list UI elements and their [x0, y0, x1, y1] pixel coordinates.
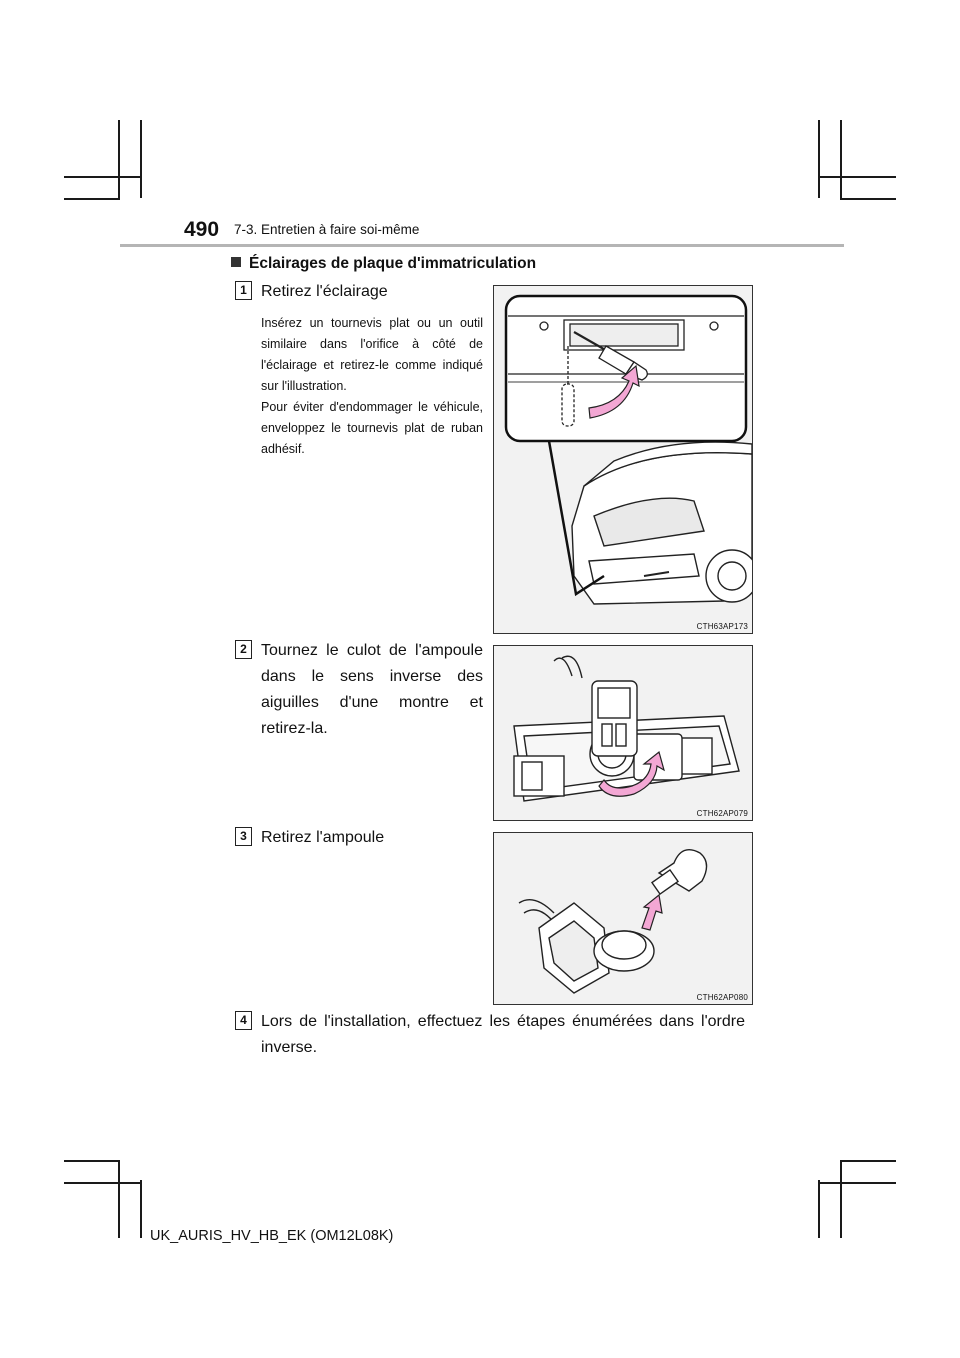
step-1-note: Insérez un tournevis plat ou un outil similaire dans l'orifice à côté de l'éclairage et retirez-le comme indiqué sur l'illustration. [261, 316, 483, 393]
step-3-text: Retirez l'ampoule [261, 829, 385, 846]
step-number-badge: 1 [235, 281, 252, 300]
crop-mark [818, 120, 820, 198]
step-1-note: Pour éviter d'endommager le véhicule, enveloppez le tournevis plat de ruban adhésif. [261, 400, 483, 456]
crop-mark [818, 1180, 820, 1238]
crop-mark [64, 176, 142, 178]
figure-code: CTH62AP080 [696, 993, 748, 1002]
step-number-badge: 2 [235, 640, 252, 659]
illustration-remove-light [494, 286, 752, 633]
step-1-text: Retirez l'éclairage [261, 283, 388, 300]
step-4-text: Lors de l'installation, effectuez les étapes énumérées dans l'ordre inverse. [261, 1013, 745, 1056]
crop-mark [64, 1182, 142, 1184]
illustration-rotate-socket [494, 646, 752, 820]
crop-mark [840, 1160, 896, 1162]
step-number-badge: 3 [235, 827, 252, 846]
figure-rotate-socket [493, 645, 753, 821]
step-number-badge: 4 [235, 1011, 252, 1030]
crop-mark [64, 198, 120, 200]
crop-mark [840, 1160, 842, 1238]
crop-mark [140, 120, 142, 198]
page-number: 490 [184, 218, 220, 241]
figure-code: CTH63AP173 [696, 622, 748, 631]
section-title-text: Éclairages de plaque d'immatriculation [249, 255, 537, 272]
section-title [231, 255, 536, 273]
figure-remove-light [493, 285, 753, 634]
crop-mark [118, 1160, 120, 1238]
bullet-square-icon [231, 257, 241, 267]
chapter-heading: 7-3. Entretien à faire soi-même [234, 222, 420, 237]
crop-mark [818, 1182, 896, 1184]
step-2-text: Tournez le culot de l'ampoule dans le sens inverse des aiguilles d'une montre et retirez-la. [261, 642, 483, 737]
crop-mark [140, 1180, 142, 1238]
crop-mark [818, 176, 896, 178]
header-rule [120, 244, 844, 247]
crop-mark [840, 198, 896, 200]
figure-code: CTH62AP079 [696, 809, 748, 818]
figure-remove-bulb [493, 832, 753, 1005]
crop-mark [840, 120, 842, 198]
crop-mark [118, 120, 120, 198]
illustration-remove-bulb [494, 833, 752, 1004]
footer-model-code: UK_AURIS_HV_HB_EK (OM12L08K) [150, 1228, 394, 1244]
crop-mark [64, 1160, 120, 1162]
